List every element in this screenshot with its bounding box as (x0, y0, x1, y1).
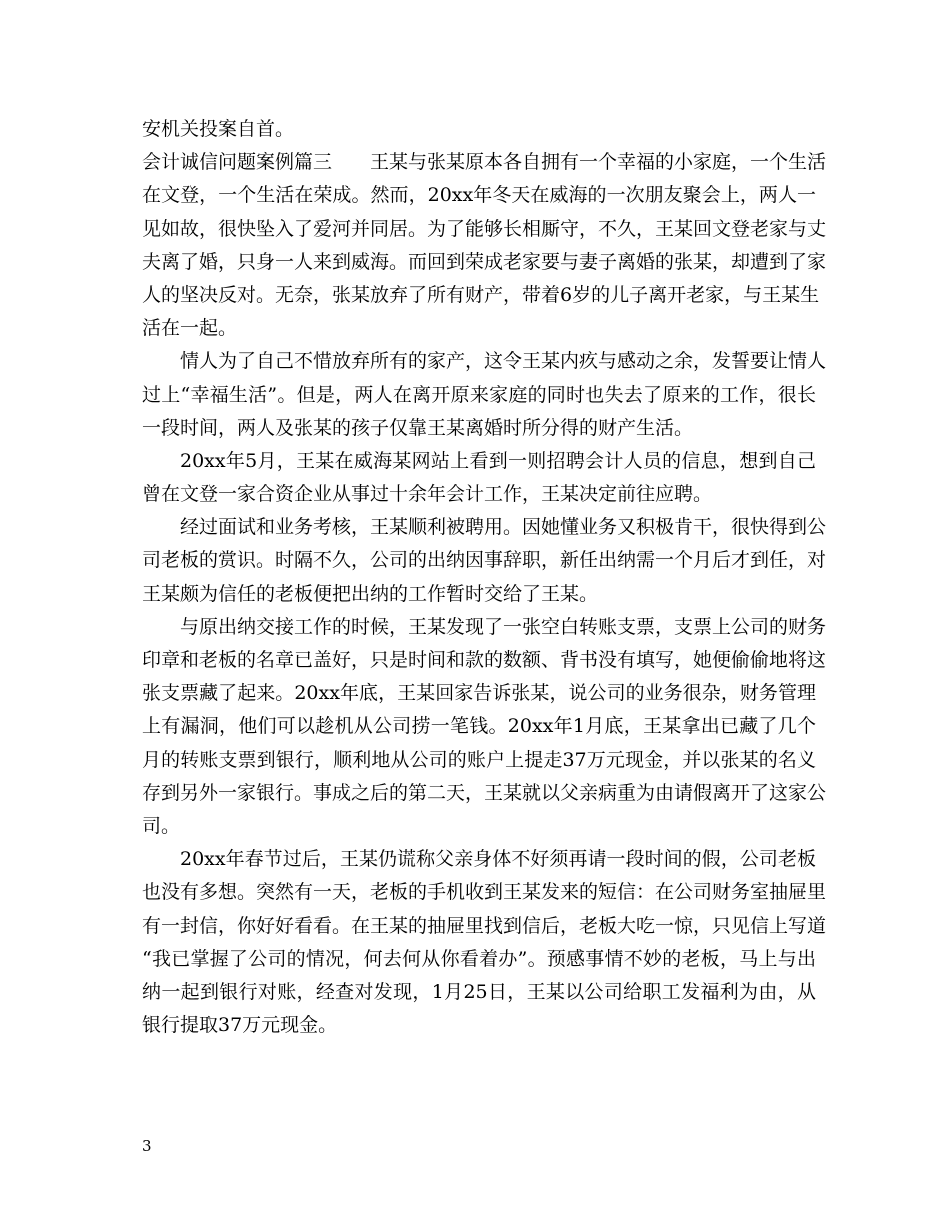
text-line: 月的转账支票到银行，顺利地从公司的账户上提走37万元现金，并以张某的名义 (142, 748, 816, 771)
text-line: 一段时间，两人及张某的孩子仅靠王某离婚时所分得的财产生活。 (142, 416, 694, 439)
text-line: 银行提取37万元现金。 (142, 1014, 338, 1037)
text-line: 会计诚信问题案例篇三 王某与张某原本各自拥有一个幸福的小家庭，一个生活 (142, 151, 827, 174)
text-line: 过上“幸福生活”。但是，两人在离开原来家庭的同时也失去了原来的工作，很长 (142, 383, 816, 406)
text-line: 司老板的赏识。时隔不久，公司的出纳因事辞职，新任出纳需一个月后才到任，对 (142, 549, 827, 572)
text-line: 司。 (142, 814, 181, 837)
text-line: 张支票藏了起来。20xx年底，王某回家告诉张某，说公司的业务很杂，财务管理 (142, 682, 816, 705)
text-line: 在文登，一个生活在荣成。然而，20xx年冬天在威海的一次朋友聚会上，两人一 (142, 184, 816, 207)
text-line: 纳一起到银行对账，经查对发现，1月25日，王某以公司给职工发福利为由，从 (142, 980, 816, 1003)
text-line: 人的坚决反对。无奈，张某放弃了所有财产，带着6岁的儿子离开老家，与王某生 (142, 283, 820, 306)
text-line: 活在一起。 (142, 317, 238, 340)
text-line: 经过面试和业务考核，王某顺利被聘用。因她懂业务又积极肯干，很快得到公 (180, 516, 827, 539)
text-line: 曾在文登一家合资企业从事过十余年会计工作，王某决定前往应聘。 (142, 483, 713, 506)
text-line: 也没有多想。突然有一天，老板的手机收到王某发来的短信：在公司财务室抽屉里 (142, 881, 827, 904)
document-body (142, 113, 827, 1042)
page-number: 3 (142, 1137, 152, 1155)
text-line: 情人为了自己不惜放弃所有的家产，这令王某内疚与感动之余，发誓要让情人 (180, 350, 827, 373)
text-line: “我已掌握了公司的情况，何去何从你看着办”。预感事情不妙的老板，马上与出 (142, 947, 816, 970)
text-line: 20xx年5月，王某在威海某网站上看到一则招聘会计人员的信息，想到自己 (180, 449, 816, 472)
text-line: 印章和老板的名章已盖好，只是时间和款的数额、背书没有填写，她便偷偷地将这 (142, 649, 827, 671)
text-line: 王某颇为信任的老板便把出纳的工作暂时交给了王某。 (142, 582, 599, 605)
text-line: 上有漏洞，他们可以趁机从公司捞一笔钱。20xx年1月底，王某拿出已藏了几个 (142, 715, 816, 738)
text-line: 夫离了婚，只身一人来到威海。而回到荣成老家要与妻子离婚的张某，却遭到了家 (142, 250, 827, 273)
text-line: 存到另外一家银行。事成之后的第二天，王某就以父亲病重为由请假离开了这家公 (142, 781, 827, 804)
text-line: 20xx年春节过后，王某仍谎称父亲身体不好须再请一段时间的假，公司老板 (180, 848, 816, 871)
text-line: 安机关投案自首。 (142, 118, 295, 140)
text-line: 有一封信，你好好看看。在王某的抽屉里找到信后，老板大吃一惊，只见信上写道 (142, 914, 827, 937)
text-line: 见如故，很快坠入了爱河并同居。为了能够长相厮守，不久，王某回文登老家与丈 (142, 217, 827, 240)
text-line: 与原出纳交接工作的时候，王某发现了一张空白转账支票，支票上公司的财务 (180, 615, 827, 638)
